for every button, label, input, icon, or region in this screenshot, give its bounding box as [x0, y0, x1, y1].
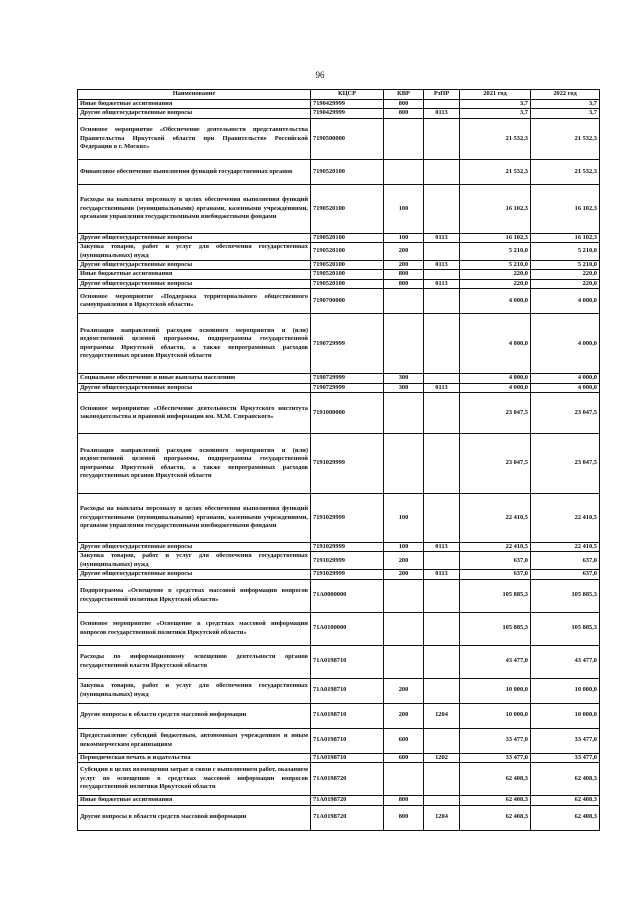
cell-2021: 3,7	[460, 100, 531, 109]
cell-2021: 23 047,5	[460, 393, 531, 434]
table-row	[78, 612, 600, 645]
cell-2021: 4 000,0	[460, 289, 531, 314]
cell-rzpr: 0113	[424, 570, 460, 579]
cell-kcsr: 7190729999	[311, 314, 384, 374]
cell-kvr	[384, 314, 424, 374]
cell-kvr: 100	[384, 233, 424, 242]
cell-kcsr: 7190520100	[311, 270, 384, 279]
cell-2021: 637,0	[460, 570, 531, 579]
cell-rzpr: 1202	[424, 753, 460, 762]
cell-kvr: 600	[384, 753, 424, 762]
cell-2022: 23 047,5	[531, 434, 600, 494]
cell-kcsr: 71А0100000	[311, 612, 384, 645]
cell-2021: 43 477,0	[460, 645, 531, 678]
table-row	[78, 233, 600, 242]
cell-2021: 22 410,5	[460, 494, 531, 543]
cell-rzpr	[424, 645, 460, 678]
cell-2022: 4 000,0	[531, 383, 600, 392]
cell-rzpr: 0113	[424, 261, 460, 270]
cell-rzpr: 0113	[424, 279, 460, 288]
cell-name: Другие общегосударственные вопросы	[78, 570, 311, 579]
cell-kcsr: 7190700000	[311, 289, 384, 314]
cell-2022: 21 532,3	[531, 159, 600, 184]
cell-rzpr	[424, 552, 460, 570]
table-row	[78, 552, 600, 570]
cell-name: Другие вопросы в области средств массовой информации	[78, 703, 311, 728]
cell-2022: 21 532,3	[531, 118, 600, 159]
cell-2021: 10 000,0	[460, 678, 531, 703]
table-row	[78, 118, 600, 159]
cell-2021: 16 102,3	[460, 233, 531, 242]
cell-kvr: 200	[384, 243, 424, 261]
cell-rzpr	[424, 314, 460, 374]
cell-kvr	[384, 645, 424, 678]
cell-name: Расходы на выплаты персоналу в целях обеспечения выполнения функций государственными (муниципальными) органами, казенными учреждениями, органами управления государственными внебюджетными фондами	[78, 494, 311, 543]
cell-2022: 4 000,0	[531, 314, 600, 374]
cell-kcsr: 7191029999	[311, 543, 384, 552]
budget-table	[77, 89, 600, 831]
cell-rzpr	[424, 579, 460, 612]
cell-kcsr: 7190520100	[311, 261, 384, 270]
table-row	[78, 393, 600, 434]
cell-rzpr: 0113	[424, 543, 460, 552]
table-row	[78, 543, 600, 552]
table-row	[78, 109, 600, 118]
cell-2022: 22 410,5	[531, 494, 600, 543]
column-header-kvr: КВР	[384, 90, 424, 100]
cell-name: Подпрограмма «Освещение в средствах массовой информации вопросов государственной политики Иркутской области»	[78, 579, 311, 612]
cell-rzpr	[424, 728, 460, 753]
cell-2022: 3,7	[531, 109, 600, 118]
table-row	[78, 570, 600, 579]
cell-name: Закупка товаров, работ и услуг для обеспечения государственных (муниципальных) нужд	[78, 552, 311, 570]
cell-2022: 220,0	[531, 279, 600, 288]
cell-kcsr: 7190729999	[311, 374, 384, 383]
table-row	[78, 763, 600, 796]
cell-2022: 10 000,0	[531, 678, 600, 703]
cell-kcsr: 7190520100	[311, 233, 384, 242]
cell-name: Другие общегосударственные вопросы	[78, 543, 311, 552]
cell-kvr	[384, 612, 424, 645]
table-row	[78, 159, 600, 184]
cell-name: Основное мероприятие «Освещение в средствах массовой информации вопросов государственной политики Иркутской области»	[78, 612, 311, 645]
table-row	[78, 374, 600, 383]
cell-kvr: 800	[384, 796, 424, 805]
table-row	[78, 728, 600, 753]
cell-kcsr: 71А0198720	[311, 805, 384, 830]
cell-2021: 23 047,5	[460, 434, 531, 494]
cell-name: Периодическая печать и издательства	[78, 753, 311, 762]
cell-rzpr	[424, 374, 460, 383]
table-row	[78, 243, 600, 261]
cell-name: Предоставление субсидий бюджетным, автономным учреждениям и иным некоммерческим организациям	[78, 728, 311, 753]
table-row	[78, 678, 600, 703]
table-row	[78, 279, 600, 288]
cell-name: Другие общегосударственные вопросы	[78, 233, 311, 242]
cell-kvr: 100	[384, 494, 424, 543]
cell-2022: 637,0	[531, 570, 600, 579]
cell-2021: 4 000,0	[460, 314, 531, 374]
table-row	[78, 494, 600, 543]
table-row	[78, 645, 600, 678]
cell-kcsr: 7190520100	[311, 159, 384, 184]
cell-2022: 62 408,3	[531, 796, 600, 805]
cell-name: Социальное обеспечение и иные выплаты населению	[78, 374, 311, 383]
cell-kcsr: 7191029999	[311, 552, 384, 570]
cell-2021: 33 477,0	[460, 753, 531, 762]
cell-name: Иные бюджетные ассигнования	[78, 796, 311, 805]
cell-kvr: 200	[384, 570, 424, 579]
cell-kcsr: 7191029999	[311, 494, 384, 543]
cell-kcsr: 7190429999	[311, 100, 384, 109]
cell-name: Иные бюджетные ассигнования	[78, 270, 311, 279]
cell-name: Расходы на выплаты персоналу в целях обеспечения выполнения функций государственными (муниципальными) органами, казенными учреждениями, органами управления государственными внебюджетными фондами	[78, 184, 311, 233]
cell-kvr: 100	[384, 184, 424, 233]
cell-kvr	[384, 159, 424, 184]
cell-2021: 62 408,3	[460, 796, 531, 805]
cell-2022: 5 210,0	[531, 243, 600, 261]
cell-2021: 62 408,3	[460, 763, 531, 796]
cell-kcsr: 71А0198720	[311, 796, 384, 805]
cell-name: Субсидии в целях возмещения затрат в связи с выполнением работ, оказанием услуг по освещению в средствах массовой информации вопросов государственной политики Иркутской области	[78, 763, 311, 796]
cell-2022: 10 000,0	[531, 703, 600, 728]
cell-name: Финансовое обеспечение выполнения функций государственных органов	[78, 159, 311, 184]
cell-2022: 4 000,0	[531, 289, 600, 314]
cell-kcsr: 7190500000	[311, 118, 384, 159]
cell-rzpr	[424, 100, 460, 109]
cell-2021: 22 410,5	[460, 543, 531, 552]
cell-kvr	[384, 118, 424, 159]
cell-name: Основное мероприятие «Обеспечение деятельности представительства Правительства Иркутской области при Правительстве Российской Федерации в г. Москве»	[78, 118, 311, 159]
cell-kvr: 200	[384, 703, 424, 728]
cell-kcsr: 71А0198710	[311, 678, 384, 703]
cell-kvr: 800	[384, 270, 424, 279]
cell-kvr	[384, 579, 424, 612]
cell-rzpr	[424, 434, 460, 494]
cell-2022: 33 477,0	[531, 753, 600, 762]
cell-kcsr: 71А0198710	[311, 728, 384, 753]
cell-2022: 5 210,0	[531, 261, 600, 270]
cell-rzpr	[424, 678, 460, 703]
cell-name: Расходы по информационному освещению деятельности органов государственной власти Иркутской области	[78, 645, 311, 678]
cell-kcsr: 7190520100	[311, 279, 384, 288]
cell-2021: 16 102,3	[460, 184, 531, 233]
cell-name: Другие общегосударственные вопросы	[78, 109, 311, 118]
table-row	[78, 184, 600, 233]
table-header-row	[78, 90, 600, 100]
table-row	[78, 100, 600, 109]
cell-name: Иные бюджетные ассигнования	[78, 100, 311, 109]
cell-name: Реализация направлений расходов основного мероприятия и (или) ведомственной целевой программы, подпрограммы государственной программы Иркутской области, а также непрограммных расходов государственных органов Иркутской области	[78, 314, 311, 374]
cell-kvr	[384, 434, 424, 494]
cell-2021: 4 000,0	[460, 383, 531, 392]
cell-2022: 105 885,3	[531, 579, 600, 612]
column-header-kcsr: КЦСР	[311, 90, 384, 100]
cell-name: Основное мероприятие «Поддержка территориального общественного самоуправления в Иркутской области»	[78, 289, 311, 314]
cell-2021: 33 477,0	[460, 728, 531, 753]
cell-rzpr: 1204	[424, 805, 460, 830]
cell-kcsr: 71А0000000	[311, 579, 384, 612]
cell-kvr: 200	[384, 678, 424, 703]
cell-kcsr: 71А0198720	[311, 763, 384, 796]
table-row	[78, 261, 600, 270]
cell-2021: 220,0	[460, 270, 531, 279]
cell-2022: 220,0	[531, 270, 600, 279]
cell-2021: 105 885,3	[460, 579, 531, 612]
cell-2021: 637,0	[460, 552, 531, 570]
cell-2022: 62 408,3	[531, 805, 600, 830]
cell-rzpr	[424, 796, 460, 805]
cell-kvr: 300	[384, 383, 424, 392]
column-header-rzpr: РзПР	[424, 90, 460, 100]
cell-rzpr: 0113	[424, 233, 460, 242]
table-row	[78, 314, 600, 374]
table-row	[78, 289, 600, 314]
cell-kvr: 100	[384, 543, 424, 552]
cell-kvr: 300	[384, 374, 424, 383]
cell-2021: 62 408,3	[460, 805, 531, 830]
cell-2021: 21 532,3	[460, 118, 531, 159]
cell-rzpr	[424, 289, 460, 314]
cell-rzpr: 0113	[424, 109, 460, 118]
cell-2021: 3,7	[460, 109, 531, 118]
cell-2022: 23 047,5	[531, 393, 600, 434]
cell-2022: 33 477,0	[531, 728, 600, 753]
cell-2022: 4 000,0	[531, 374, 600, 383]
cell-2022: 43 477,0	[531, 645, 600, 678]
cell-kcsr: 7191029999	[311, 434, 384, 494]
cell-kcsr: 7190729999	[311, 383, 384, 392]
cell-rzpr: 0113	[424, 383, 460, 392]
cell-kvr	[384, 393, 424, 434]
column-header-name: Наименование	[78, 90, 311, 100]
cell-kcsr: 7190520100	[311, 184, 384, 233]
cell-2021: 220,0	[460, 279, 531, 288]
cell-2021: 5 210,0	[460, 243, 531, 261]
cell-name: Другие вопросы в области средств массовой информации	[78, 805, 311, 830]
cell-name: Другие общегосударственные вопросы	[78, 383, 311, 392]
cell-2022: 637,0	[531, 552, 600, 570]
cell-2021: 21 532,3	[460, 159, 531, 184]
cell-rzpr	[424, 393, 460, 434]
cell-kvr: 600	[384, 728, 424, 753]
cell-2022: 22 410,5	[531, 543, 600, 552]
cell-rzpr	[424, 612, 460, 645]
cell-2022: 62 408,3	[531, 763, 600, 796]
cell-kvr: 200	[384, 261, 424, 270]
cell-kcsr: 71А0198710	[311, 703, 384, 728]
cell-name: Основное мероприятие «Обеспечение деятельности Иркутского института законодательства и правовой информации им. М.М. Сперанского»	[78, 393, 311, 434]
cell-kvr	[384, 763, 424, 796]
cell-kvr: 800	[384, 805, 424, 830]
cell-kvr: 200	[384, 552, 424, 570]
table-row	[78, 270, 600, 279]
cell-2022: 3,7	[531, 100, 600, 109]
cell-kcsr: 7191029999	[311, 570, 384, 579]
cell-rzpr	[424, 243, 460, 261]
cell-kvr: 800	[384, 279, 424, 288]
cell-rzpr	[424, 763, 460, 796]
cell-2022: 105 885,3	[531, 612, 600, 645]
table-body	[78, 100, 600, 831]
cell-kvr	[384, 289, 424, 314]
cell-kvr: 800	[384, 109, 424, 118]
cell-rzpr	[424, 118, 460, 159]
cell-name: Закупка товаров, работ и услуг для обеспечения государственных (муниципальных) нужд	[78, 678, 311, 703]
cell-kcsr: 71А0198710	[311, 645, 384, 678]
cell-rzpr: 1204	[424, 703, 460, 728]
cell-kcsr: 7190429999	[311, 109, 384, 118]
cell-rzpr	[424, 184, 460, 233]
table-row	[78, 703, 600, 728]
table-row	[78, 796, 600, 805]
table-row	[78, 753, 600, 762]
cell-kcsr: 7191000000	[311, 393, 384, 434]
column-header-2021: 2021 год	[460, 90, 531, 100]
table-row	[78, 434, 600, 494]
table-row	[78, 579, 600, 612]
cell-2021: 10 000,0	[460, 703, 531, 728]
cell-name: Другие общегосударственные вопросы	[78, 261, 311, 270]
cell-2021: 105 885,3	[460, 612, 531, 645]
cell-kcsr: 71А0198710	[311, 753, 384, 762]
cell-rzpr	[424, 494, 460, 543]
table-row	[78, 805, 600, 830]
cell-kcsr: 7190520100	[311, 243, 384, 261]
cell-kvr: 800	[384, 100, 424, 109]
cell-2022: 16 102,3	[531, 233, 600, 242]
cell-name: Закупка товаров, работ и услуг для обеспечения государственных (муниципальных) нужд	[78, 243, 311, 261]
column-header-2022: 2022 год	[531, 90, 600, 100]
cell-name: Другие общегосударственные вопросы	[78, 279, 311, 288]
cell-name: Реализация направлений расходов основного мероприятия и (или) ведомственной целевой программы, подпрограммы государственной программы Иркутской области, а также непрограммных расходов государственных органов Иркутской области	[78, 434, 311, 494]
cell-rzpr	[424, 270, 460, 279]
cell-2022: 16 102,3	[531, 184, 600, 233]
cell-2021: 5 210,0	[460, 261, 531, 270]
cell-2021: 4 000,0	[460, 374, 531, 383]
cell-rzpr	[424, 159, 460, 184]
table-row	[78, 383, 600, 392]
page-number: 96	[315, 70, 325, 80]
